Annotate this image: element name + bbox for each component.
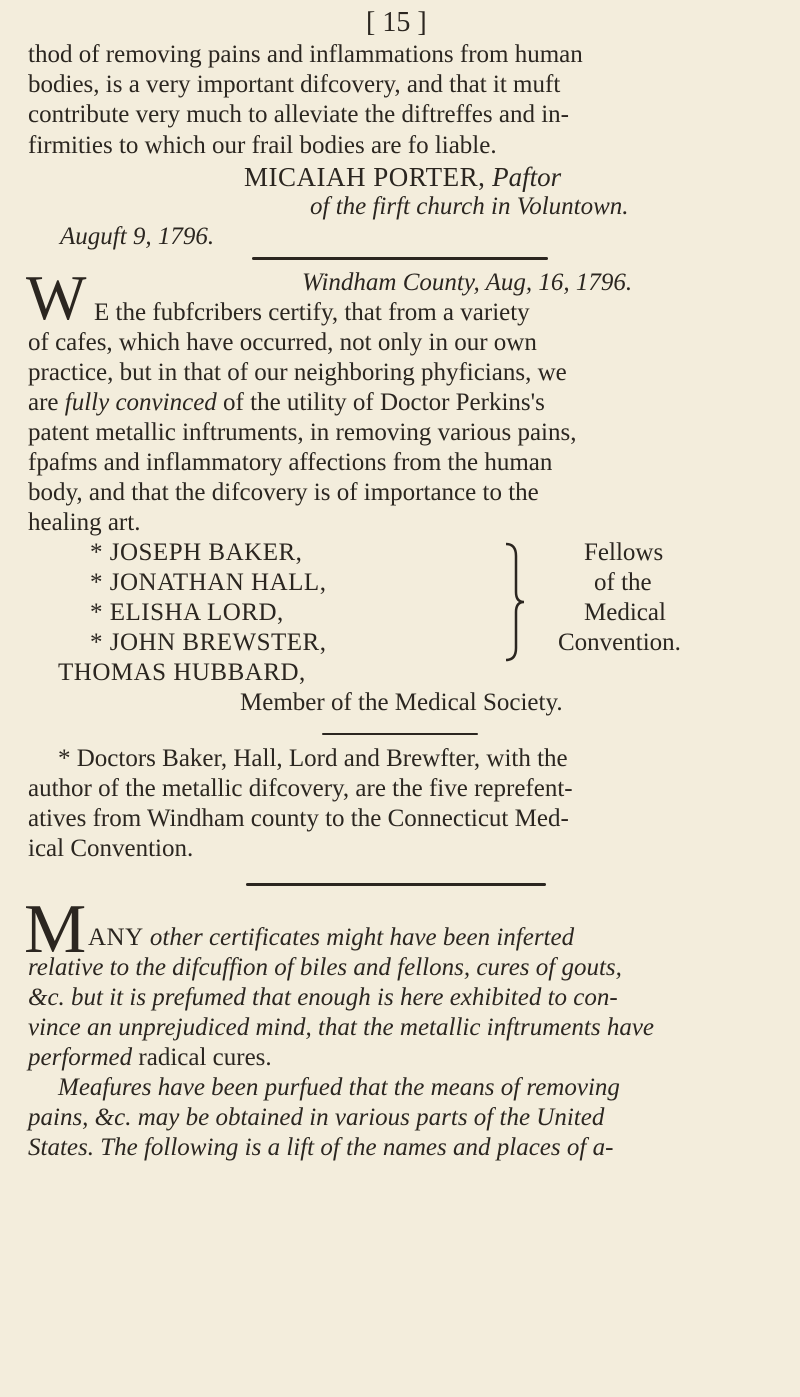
certificate-line-3: practice, but in that of our neighboring phyficians, we <box>28 359 567 386</box>
closing-line-3: &c. but it is prefumed that enough is here exhibited to con- <box>28 984 618 1011</box>
last-signer: THOMAS HUBBARD, <box>58 659 306 686</box>
curly-brace <box>502 542 526 662</box>
closing-line-5-italic: performed <box>28 1044 133 1071</box>
certificate-line-5: patent metallic inftruments, in removing various pains, <box>28 419 577 446</box>
certificate-line-4 <box>28 388 545 418</box>
closing-line-1-rest: other certificates might have been inferted <box>143 924 575 951</box>
closing-line-8: States. The following is a lift of the names and places of a- <box>28 1134 614 1161</box>
line4-end: of the utility of Doctor Perkins's <box>216 389 545 416</box>
intro-date: Auguft 9, 1796. <box>60 223 215 250</box>
intro-line-3: contribute very much to alleviate the diftreffes and in- <box>28 101 570 128</box>
certificate-line-1: E the fubfcribers certify, that from a variety <box>94 299 530 326</box>
closing-line-4: vince an unprejudiced mind, that the metallic inftruments have <box>28 1014 655 1041</box>
certificate-line-8: healing art. <box>28 509 141 536</box>
signer-1: * JOSEPH BAKER, <box>90 539 303 566</box>
line4-start: are <box>28 389 65 416</box>
footnote-line-2: author of the metallic difcovery, are the five reprefent- <box>28 775 573 802</box>
section-divider-3 <box>246 883 546 886</box>
closing-line-6: Meafures have been purfued that the means of removing <box>58 1074 620 1101</box>
closing-line-7: pains, &c. may be obtained in various parts of the United <box>28 1104 605 1131</box>
certificate-line-7: body, and that the difcovery is of importance to the <box>28 479 539 506</box>
closing-caps: ANY <box>88 924 144 951</box>
signer-2: * JONATHAN HALL, <box>90 569 327 596</box>
intro-line-1: thod of removing pains and inflammations from human <box>28 41 583 68</box>
closing-line-5 <box>28 1043 272 1073</box>
signer-church: of the firft church in Voluntown. <box>310 193 629 220</box>
fellows-label-2: of the <box>594 569 652 596</box>
section-divider-1 <box>252 257 548 260</box>
signer-role: Paftor <box>492 162 562 192</box>
signature-line <box>244 162 561 192</box>
drop-cap-m: M <box>24 891 87 968</box>
certificate-line-2: of cafes, which have occurred, not only in our own <box>28 329 537 356</box>
signer-3: * ELISHA LORD, <box>90 599 284 626</box>
fellows-label-3: Medical <box>584 599 666 626</box>
signer-name: MICAIAH PORTER, <box>244 162 486 192</box>
closing-line-2: relative to the difcuffion of biles and fellons, cures of gouts, <box>28 954 622 981</box>
footnote-line-1: * Doctors Baker, Hall, Lord and Brewfter, with the <box>58 745 568 772</box>
closing-line-5-rest: radical cures. <box>132 1044 272 1071</box>
section-divider-2 <box>322 733 478 735</box>
page-number: [ 15 ] <box>366 7 427 38</box>
closing-line-1 <box>88 923 574 953</box>
drop-cap-w: W <box>26 262 87 333</box>
certificate-line-6: fpafms and inflammatory affections from the human <box>28 449 553 476</box>
certificate-place-date: Windham County, Aug, 16, 1796. <box>302 269 633 296</box>
last-signer-role: Member of the Medical Society. <box>240 689 563 716</box>
signer-4: * JOHN BREWSTER, <box>90 629 327 656</box>
line4-italic: fully convinced <box>64 389 217 416</box>
fellows-label-1: Fellows <box>584 539 664 566</box>
footnote-line-3: atives from Windham county to the Connecticut Med- <box>28 805 569 832</box>
intro-line-4: firmities to which our frail bodies are fo liable. <box>28 132 497 159</box>
intro-line-2: bodies, is a very important difcovery, and that it muft <box>28 71 561 98</box>
footnote-line-4: ical Convention. <box>28 835 194 862</box>
fellows-label-4: Convention. <box>558 629 681 656</box>
